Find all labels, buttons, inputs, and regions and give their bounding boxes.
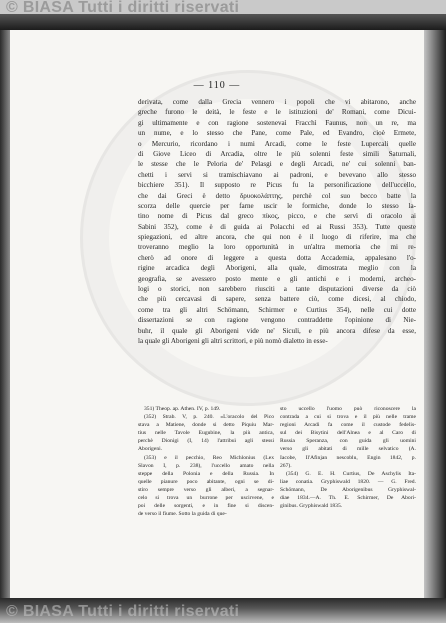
footnote-line: (352) Strab. V, p. 240. «L'oracolo del Pico [144, 414, 274, 421]
body-text [138, 97, 416, 346]
footnote-line: celo si trova un burrone per uscirvene, e [138, 495, 274, 502]
body-line: greche furono le deità, le feste e le istituzioni de' Romani, come Dicui- [138, 108, 416, 117]
body-line: rigine arcadica degli Aborigeni, alla quale, dimostrata meglio con la [138, 264, 416, 273]
book-page [10, 30, 424, 598]
body-line: derivata, come dalla Grecia vennero i popoli che vi abitarono, anche [138, 98, 416, 106]
scan-edge-right [424, 30, 446, 598]
body-line: dissertazioni se con ragione vengono contraddette l'opinione di Nie- [138, 316, 416, 325]
footnote-line: quelle pianure poco abitante, ogni se di- [138, 478, 274, 485]
footnote-line: 267). [280, 462, 292, 469]
body-line: come tra gli altri Schömann, Schirmer e Curtius 354), nelle cui dotte [138, 305, 416, 314]
body-line: scorza delle quercie per farne uscir le formiche, donde lo stesso la- [138, 201, 416, 210]
footnote-line: stiro sempre verso gli alberi, a segnar- [138, 486, 274, 493]
footnote-line: steppe della Polonia e della Russia. In [138, 470, 274, 477]
body-line: gi ultimamente e con ragione sostenevaì Fracchì Faunus, non un re, ma [138, 118, 416, 127]
footnote-line: (354) G. E. H. Curtius, De Aschylis Ita- [286, 470, 416, 477]
stamp-side-left [26, 200, 66, 380]
footnote-line: 351) Theop. ap. Athen. IV, p. 149. [144, 406, 221, 412]
body-line: un nume, e lo stesso che Pane, come Pale, ed Evandro, cioè Ermete, [138, 129, 416, 138]
body-line: o Mercurio, ricordano i numi Arcadi, come le feste Lupercali quelle [138, 139, 416, 148]
body-line: troveranno meglio la loro opportunità in un'altra memoria che mi re- [138, 243, 416, 252]
footnote-line: Aborigeni. [138, 446, 163, 453]
body-line: chetti i servi si tramischiavano ai padroni, e bevevano allo stesso [138, 170, 416, 179]
body-line: buhr, il quale gli Aborigeni vide ne' Siculi, e più ancora difese da esse, [138, 326, 416, 335]
footnote-line: Russia Speranza, con guida gli uomini [280, 438, 416, 445]
footnotes-column-right [280, 405, 416, 510]
footnote-line: liae conatia. Gryphiswald 1820. — G. Fred. [280, 478, 416, 485]
footnote-line: tius nelle Tavole Eugubine, la più antica, [138, 430, 274, 437]
footnote-line: verso gli abitati di mille selvatico (A. [280, 446, 416, 453]
body-line: Sabini 352), come è di guida ai Polacchi ed ai Russi 353). Tutte queste [138, 222, 416, 231]
scan-edge-left [0, 30, 10, 598]
footnote-line: Iacobe, Il'Afinjan nescoblu, Engin 1842, p. [280, 454, 416, 461]
body-line: tino nome di Picus dal greco πίκος, picco, e che servì di oracolo ai [138, 212, 416, 221]
body-line: logi o storici, non sarebbero riusciti a tante disputazioni diverse da ciò [138, 285, 416, 294]
body-line: spiegazioni, ed altre ancora, che qui non è il luogo di riferire, ma che [138, 233, 416, 242]
body-line: che più cercavasi di sapere, senza battere ciò, come dicesi, al chiodo, [138, 295, 416, 304]
footnote-line: perchè Dionigi (I, 14) l'attribuì agli stessi [138, 438, 274, 445]
body-line: le stesse che le Peloria de' Pelasgi e degli Arcadi, ne' cui solenni ban- [138, 160, 416, 169]
footnote-line: (353) e il pecchio, Reo Michlonius (Lex [144, 454, 274, 461]
footnotes-column-left [138, 405, 274, 518]
footnote-line: Schömann, De Aborigenibus Gryphiswal- [280, 486, 416, 493]
body-line: cherò ad onore di leggere a questa dotta Accademia, appalesano l'o- [138, 253, 416, 262]
footnote-line: Slavon I, p. 238), l'uccello amato nella [138, 462, 274, 469]
footnote-line: diae 1834.—A. Th. E. Schirmer, De Abori- [280, 495, 416, 502]
footnote-line: stava a Matiene, donde si detto Piquiu Mar- [138, 422, 274, 429]
body-line: la quale gli Aborigeni gli altri scrittori, e più nomò dialetto in esse- [138, 336, 328, 345]
footnote-line: regioni Arcadi fa come il custode fedelis- [280, 422, 416, 429]
body-line: geografia, se avessero posto mente e gli antichi e i moderni, archeo- [138, 274, 416, 283]
body-line: di Giove Liceo di Arcadia, oltre le più solenni feste simili Saturnali, [138, 149, 416, 158]
footnote-line: sul dei Bisytini dell'Alnea e al Caro di [280, 430, 416, 437]
footnote-line: sto uccello l'uomo può riconoscere la [280, 406, 416, 412]
watermark-top: © BIASA Tutti i diritti riservati [6, 0, 240, 16]
footnote-line: ginibus. Gryphiswald 1835. [280, 503, 343, 510]
body-line: che dai Greci è detto δρυοκολάπτης, perchè col suo becco batte la [138, 191, 416, 200]
footnote-line: poi delle sorgenti, e in fine si discen- [138, 503, 274, 510]
watermark-bottom: © BIASA Tutti i diritti riservati [6, 603, 240, 620]
footnote-line: de verso il fiume. Sotto la guida di que- [138, 511, 227, 518]
body-line: bicchiere 351). Il supposto re Picus fu la personificazione dell'uccello, [138, 181, 416, 190]
page-number: — 110 — [193, 80, 241, 91]
footnote-line: contrada a cui si trova e il più nelle trame [280, 414, 416, 421]
